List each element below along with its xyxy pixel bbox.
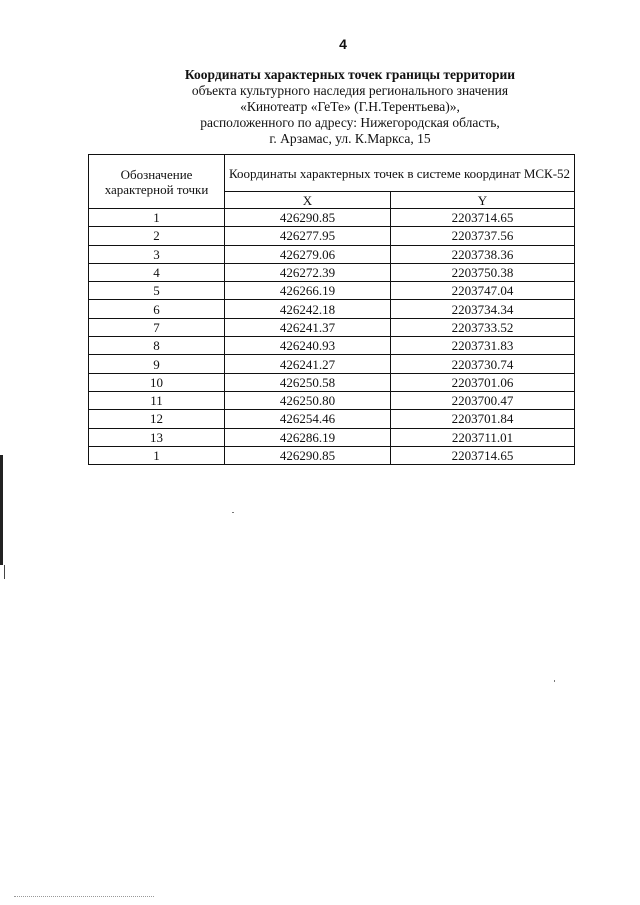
table-row bbox=[89, 318, 575, 336]
point-cell: 4 bbox=[89, 263, 225, 281]
point-cell: 9 bbox=[89, 355, 225, 373]
table-row bbox=[89, 337, 575, 355]
header-x: X bbox=[225, 192, 391, 209]
heading-line-street: г. Арзамас, ул. К.Маркса, 15 bbox=[269, 131, 431, 146]
point-cell: 13 bbox=[89, 428, 225, 446]
y-cell: 2203700.47 bbox=[391, 391, 575, 409]
header-point-designation: Обозначение характерной точки bbox=[89, 155, 225, 209]
page-number: 4 bbox=[339, 36, 347, 52]
table-row bbox=[89, 282, 575, 300]
point-cell: 1 bbox=[89, 446, 225, 464]
point-cell: 6 bbox=[89, 300, 225, 318]
x-cell: 426254.46 bbox=[225, 410, 391, 428]
x-cell: 426242.18 bbox=[225, 300, 391, 318]
table-row bbox=[89, 373, 575, 391]
x-cell: 426277.95 bbox=[225, 227, 391, 245]
point-cell: 11 bbox=[89, 391, 225, 409]
x-cell: 426240.93 bbox=[225, 337, 391, 355]
x-cell: 426272.39 bbox=[225, 263, 391, 281]
heading-line-name: «Кинотеатр «ГеТе» (Г.Н.Терентьева)», bbox=[240, 99, 460, 114]
header-y: Y bbox=[391, 192, 575, 209]
heading-line-object: объекта культурного наследия регионального значения bbox=[191, 83, 509, 98]
scan-speck bbox=[554, 680, 555, 682]
table-row bbox=[89, 446, 575, 464]
x-cell: 426241.37 bbox=[225, 318, 391, 336]
table-row bbox=[89, 410, 575, 428]
x-cell: 426266.19 bbox=[225, 282, 391, 300]
x-cell: 426279.06 bbox=[225, 245, 391, 263]
y-cell: 2203701.84 bbox=[391, 410, 575, 428]
scan-tick-mark bbox=[4, 565, 5, 579]
table-row bbox=[89, 428, 575, 446]
y-cell: 2203733.52 bbox=[391, 318, 575, 336]
table-row bbox=[89, 355, 575, 373]
table-row bbox=[89, 209, 575, 227]
x-cell: 426290.85 bbox=[225, 446, 391, 464]
y-cell: 2203738.36 bbox=[391, 245, 575, 263]
x-cell: 426241.27 bbox=[225, 355, 391, 373]
x-cell: 426250.80 bbox=[225, 391, 391, 409]
heading-title: Координаты характерных точек границы территории bbox=[184, 67, 516, 82]
coordinates-table bbox=[88, 154, 575, 465]
y-cell: 2203737.56 bbox=[391, 227, 575, 245]
point-cell: 8 bbox=[89, 337, 225, 355]
x-cell: 426250.58 bbox=[225, 373, 391, 391]
y-cell: 2203730.74 bbox=[391, 355, 575, 373]
point-cell: 7 bbox=[89, 318, 225, 336]
coordinates-table-body bbox=[89, 209, 575, 465]
x-cell: 426286.19 bbox=[225, 428, 391, 446]
point-cell: 12 bbox=[89, 410, 225, 428]
heading-line-address: расположенного по адресу: Нижегородская область, bbox=[200, 115, 500, 130]
document-heading bbox=[150, 67, 550, 147]
table-row bbox=[89, 300, 575, 318]
y-cell: 2203711.01 bbox=[391, 428, 575, 446]
y-cell: 2203701.06 bbox=[391, 373, 575, 391]
point-cell: 10 bbox=[89, 373, 225, 391]
table-row bbox=[89, 263, 575, 281]
table-row bbox=[89, 227, 575, 245]
y-cell: 2203714.65 bbox=[391, 209, 575, 227]
y-cell: 2203747.04 bbox=[391, 282, 575, 300]
y-cell: 2203734.34 bbox=[391, 300, 575, 318]
scan-edge-mark bbox=[0, 455, 3, 565]
point-cell: 1 bbox=[89, 209, 225, 227]
y-cell: 2203750.38 bbox=[391, 263, 575, 281]
y-cell: 2203714.65 bbox=[391, 446, 575, 464]
x-cell: 426290.85 bbox=[225, 209, 391, 227]
point-cell: 5 bbox=[89, 282, 225, 300]
table-row bbox=[89, 391, 575, 409]
table-row bbox=[89, 245, 575, 263]
point-cell: 3 bbox=[89, 245, 225, 263]
header-coordinate-system: Координаты характерных точек в системе координат МСК-52 bbox=[225, 155, 575, 192]
scan-footer-marks bbox=[14, 896, 154, 900]
point-cell: 2 bbox=[89, 227, 225, 245]
y-cell: 2203731.83 bbox=[391, 337, 575, 355]
scan-speck bbox=[232, 512, 234, 513]
